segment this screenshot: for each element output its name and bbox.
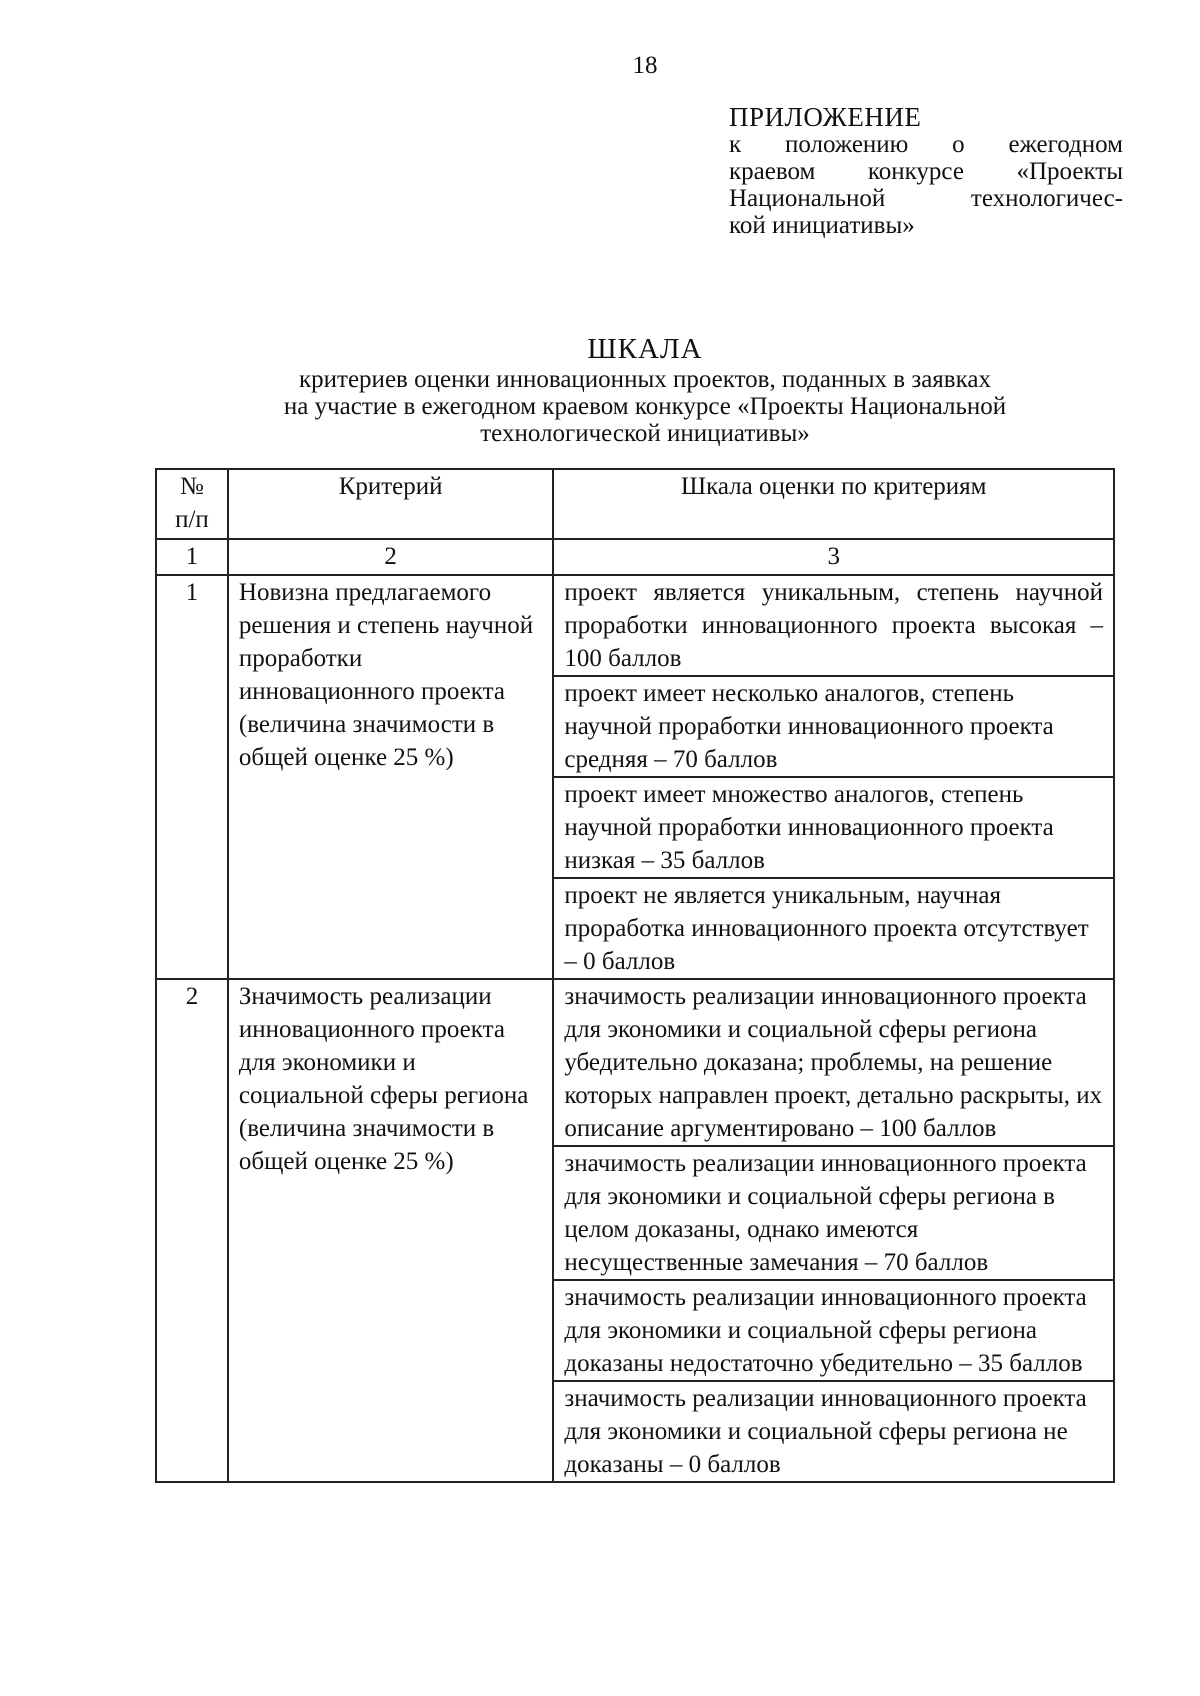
row-number: 2 xyxy=(156,979,228,1482)
document-subtitle-line: критериев оценки инновационных проектов, поданных в заявках xyxy=(299,366,991,393)
appendix-line: Национальной технологичес- xyxy=(729,185,1123,212)
column-number-row xyxy=(156,539,1114,575)
scale-cell: проект является уникальным, степень научной проработки инновационного проекта высокая – 100 баллов xyxy=(553,575,1114,676)
column-number: 2 xyxy=(228,539,553,575)
scale-cell: проект имеет несколько аналогов, степень научной проработки инновационного проекта средняя – 70 баллов xyxy=(553,676,1114,777)
header-criterion: Критерий xyxy=(228,469,553,539)
appendix-line: краевом конкурсе «Проекты xyxy=(729,158,1123,185)
criteria-table xyxy=(155,468,1115,1483)
table-row xyxy=(156,979,1114,1146)
table-row xyxy=(156,575,1114,676)
document-subtitle-line: технологической инициативы» xyxy=(480,420,810,447)
scale-cell: значимость реализации инновационного проекта для экономики и социальной сферы региона в целом доказаны, однако имеются несущественные замечания – 70 баллов xyxy=(553,1146,1114,1280)
column-number: 1 xyxy=(156,539,228,575)
header-num: № п/п xyxy=(156,469,228,539)
table-header-row xyxy=(156,469,1114,539)
header-scale: Шкала оценки по критериям xyxy=(553,469,1114,539)
page-number: 18 xyxy=(632,52,658,79)
appendix-title: ПРИЛОЖЕНИЕ xyxy=(729,102,922,132)
document-title xyxy=(150,332,1140,447)
scale-cell: проект не является уникальным, научная проработка инновационного проекта отсутствует – 0 баллов xyxy=(553,878,1114,979)
criterion-cell: Значимость реализации инновационного проекта для экономики и социальной сферы региона (величина значимости в общей оценке 25 %) xyxy=(228,979,553,1482)
scale-cell: значимость реализации инновационного проекта для экономики и социальной сферы региона доказаны недостаточно убедительно – 35 баллов xyxy=(553,1280,1114,1381)
appendix-block xyxy=(729,104,1123,239)
scale-cell: значимость реализации инновационного проекта для экономики и социальной сферы региона не доказаны – 0 баллов xyxy=(553,1381,1114,1482)
document-heading: ШКАЛА xyxy=(587,333,703,365)
column-number: 3 xyxy=(553,539,1114,575)
document-subtitle-line: на участие в ежегодном краевом конкурсе «Проекты Национальной xyxy=(283,393,1007,420)
scale-cell: проект имеет множество аналогов, степень научной проработки инновационного проекта низкая – 35 баллов xyxy=(553,777,1114,878)
criterion-cell: Новизна предлагаемого решения и степень научной проработки инновационного проекта (величина значимости в общей оценке 25 %) xyxy=(228,575,553,979)
appendix-line: кой инициативы» xyxy=(729,212,915,239)
row-number: 1 xyxy=(156,575,228,979)
appendix-line: к положению о ежегодном xyxy=(729,131,1123,158)
scale-cell: значимость реализации инновационного проекта для экономики и социальной сферы региона убедительно доказана; проблемы, на решение которых направлен проект, детально раскрыты, их описание аргументировано – 100 баллов xyxy=(553,979,1114,1146)
